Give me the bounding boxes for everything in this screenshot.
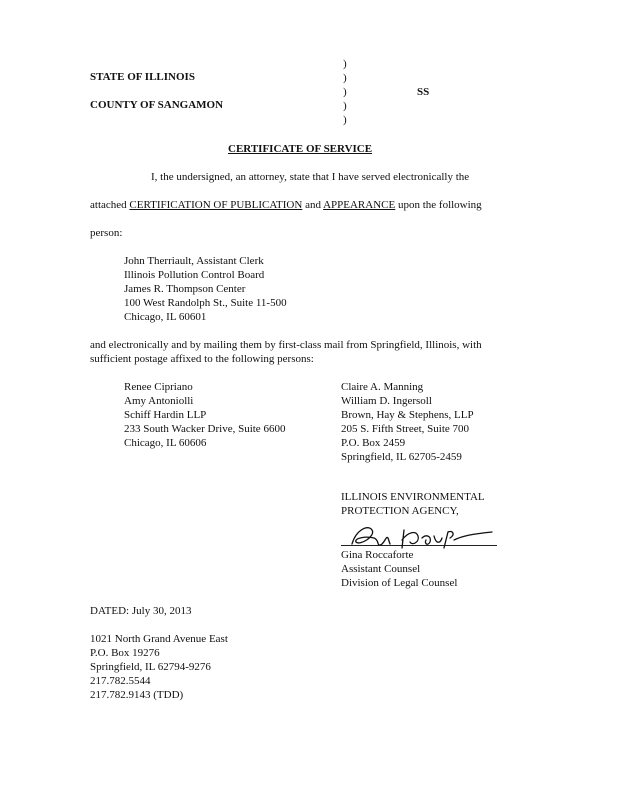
mail-line-1: and electronically and by mailing them by first-class mail from Springfield, Illinois, with <box>90 339 482 351</box>
address-line: 1021 North Grand Avenue East <box>90 633 228 645</box>
recipient-right-line: Springfield, IL 62705-2459 <box>341 451 462 463</box>
recipient-line: James R. Thompson Center <box>124 283 246 295</box>
caption-ss: SS <box>417 86 430 98</box>
body-line-1: I, the undersigned, an attorney, state that I have served electronically the <box>151 171 470 183</box>
caption-paren: ) <box>343 100 347 112</box>
signer-line: Assistant Counsel <box>341 563 421 575</box>
caption-state: STATE OF ILLINOIS <box>90 71 195 83</box>
caption-paren: ) <box>343 114 347 126</box>
address-line: 217.782.9143 (TDD) <box>90 689 184 701</box>
recipient-right-line: 205 S. Fifth Street, Suite 700 <box>341 423 470 435</box>
recipient-right-line: Brown, Hay & Stephens, LLP <box>341 409 474 421</box>
signer-line: Division of Legal Counsel <box>341 577 458 589</box>
recipient-right-line: P.O. Box 2459 <box>341 437 406 449</box>
recipient-left-line: Amy Antoniolli <box>124 395 194 407</box>
body-line-2: attached CERTIFICATION OF PUBLICATION and APPEARANCE upon the following <box>90 199 482 211</box>
document-name-appearance: APPEARANCE <box>323 199 396 211</box>
recipient-left-line: Renee Cipriano <box>124 381 193 393</box>
address-line: 217.782.5544 <box>90 675 151 687</box>
recipient-line: 100 West Randolph St., Suite 11-500 <box>124 297 287 309</box>
agency-line: PROTECTION AGENCY, <box>341 505 459 517</box>
caption-paren: ) <box>343 86 347 98</box>
caption-county: COUNTY OF SANGAMON <box>90 99 224 111</box>
recipient-left-line: Schiff Hardin LLP <box>124 409 207 421</box>
body-line-3: person: <box>90 227 123 239</box>
address-line: Springfield, IL 62794-9276 <box>90 661 211 673</box>
caption-paren: ) <box>343 58 347 70</box>
document-name-certification: CERTIFICATION OF PUBLICATION <box>129 199 303 211</box>
recipient-line: John Therriault, Assistant Clerk <box>124 255 264 267</box>
recipient-left-line: 233 South Wacker Drive, Suite 6600 <box>124 423 286 435</box>
mail-line-2: sufficient postage affixed to the following persons: <box>90 353 314 365</box>
caption-paren: ) <box>343 72 347 84</box>
recipient-line: Illinois Pollution Control Board <box>124 269 265 281</box>
address-line: P.O. Box 19276 <box>90 647 160 659</box>
signer-line: Gina Roccaforte <box>341 549 414 561</box>
document-title: CERTIFICATE OF SERVICE <box>228 143 373 155</box>
recipient-left-line: Chicago, IL 60606 <box>124 437 207 449</box>
recipient-line: Chicago, IL 60601 <box>124 311 207 323</box>
recipient-right-line: William D. Ingersoll <box>341 395 432 407</box>
recipient-right-line: Claire A. Manning <box>341 381 424 393</box>
agency-line: ILLINOIS ENVIRONMENTAL <box>341 491 485 503</box>
dated-line: DATED: July 30, 2013 <box>90 605 192 617</box>
